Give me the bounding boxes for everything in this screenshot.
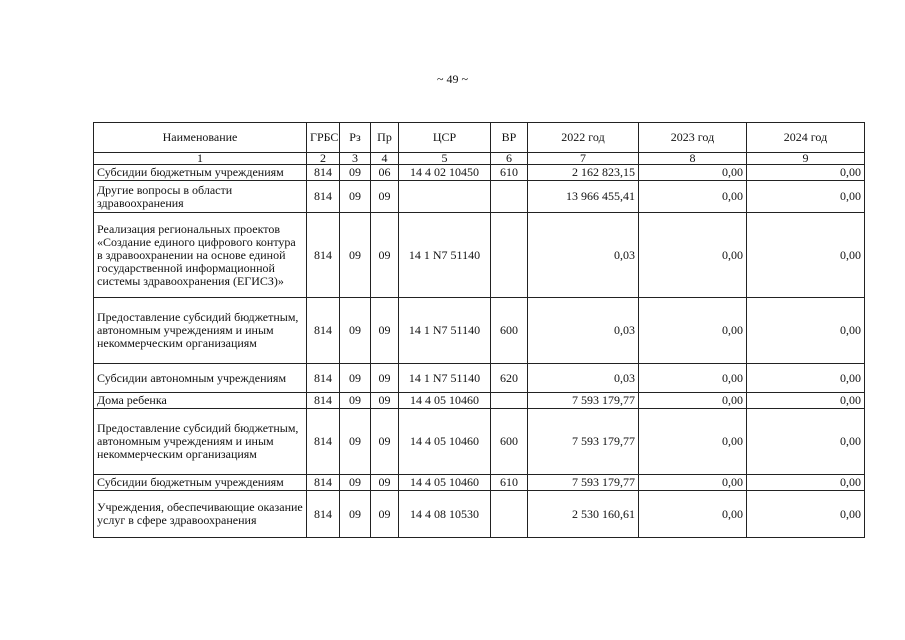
table-row xyxy=(94,364,865,393)
row-name: Реализация региональных проектов «Создание единого цифрового контура в здравоохранении на основе единой государственной информационной системы здравоохранения (ЕГИСЗ)» xyxy=(94,213,307,298)
column-number: 2 xyxy=(307,153,340,165)
column-number: 4 xyxy=(371,153,399,165)
row-rz: 09 xyxy=(340,491,371,538)
row-amount-2022: 7 593 179,77 xyxy=(528,393,639,409)
row-amount-2024: 0,00 xyxy=(747,364,865,393)
row-amount-2022: 13 966 455,41 xyxy=(528,181,639,213)
row-rz: 09 xyxy=(340,181,371,213)
row-grbs: 814 xyxy=(307,491,340,538)
row-vr xyxy=(491,181,528,213)
row-amount-2024: 0,00 xyxy=(747,213,865,298)
row-amount-2024: 0,00 xyxy=(747,491,865,538)
column-number: 8 xyxy=(639,153,747,165)
row-amount-2024: 0,00 xyxy=(747,298,865,364)
row-grbs: 814 xyxy=(307,393,340,409)
row-rz: 09 xyxy=(340,165,371,181)
row-vr: 610 xyxy=(491,165,528,181)
row-grbs: 814 xyxy=(307,409,340,475)
row-amount-2022: 0,03 xyxy=(528,364,639,393)
column-number: 5 xyxy=(399,153,491,165)
row-amount-2023: 0,00 xyxy=(639,213,747,298)
row-grbs: 814 xyxy=(307,181,340,213)
row-name: Предоставление субсидий бюджетным, автономным учреждениям и иным некоммерческим организациям xyxy=(94,409,307,475)
row-name: Дома ребенка xyxy=(94,393,307,409)
column-header-2022: 2022 год xyxy=(528,123,639,153)
row-name: Субсидии автономным учреждениям xyxy=(94,364,307,393)
row-name: Субсидии бюджетным учреждениям xyxy=(94,165,307,181)
row-grbs: 814 xyxy=(307,475,340,491)
table-header-row xyxy=(94,123,865,153)
row-amount-2024: 0,00 xyxy=(747,165,865,181)
row-amount-2024: 0,00 xyxy=(747,181,865,213)
row-amount-2023: 0,00 xyxy=(639,393,747,409)
row-amount-2022: 2 530 160,61 xyxy=(528,491,639,538)
row-amount-2023: 0,00 xyxy=(639,409,747,475)
row-pr: 09 xyxy=(371,491,399,538)
row-csr: 14 4 05 10460 xyxy=(399,393,491,409)
column-header-pr: Пр xyxy=(371,123,399,153)
column-header-name: Наименование xyxy=(94,123,307,153)
row-vr: 600 xyxy=(491,409,528,475)
page-number: ~ 49 ~ xyxy=(437,72,468,86)
row-name: Другие вопросы в области здравоохранения xyxy=(94,181,307,213)
row-vr xyxy=(491,393,528,409)
row-vr xyxy=(491,491,528,538)
row-name: Учреждения, обеспечивающие оказание услуг в сфере здравоохранения xyxy=(94,491,307,538)
row-amount-2024: 0,00 xyxy=(747,409,865,475)
row-csr: 14 1 N7 51140 xyxy=(399,213,491,298)
row-csr: 14 1 N7 51140 xyxy=(399,364,491,393)
table-row xyxy=(94,213,865,298)
column-header-2024: 2024 год xyxy=(747,123,865,153)
row-amount-2022: 7 593 179,77 xyxy=(528,409,639,475)
row-amount-2022: 0,03 xyxy=(528,298,639,364)
column-number: 6 xyxy=(491,153,528,165)
row-rz: 09 xyxy=(340,409,371,475)
table-row xyxy=(94,409,865,475)
column-header-vr: ВР xyxy=(491,123,528,153)
row-amount-2023: 0,00 xyxy=(639,298,747,364)
table-row xyxy=(94,298,865,364)
row-csr: 14 4 02 10450 xyxy=(399,165,491,181)
row-rz: 09 xyxy=(340,393,371,409)
column-number: 7 xyxy=(528,153,639,165)
table-row xyxy=(94,181,865,213)
row-pr: 09 xyxy=(371,409,399,475)
table-row xyxy=(94,165,865,181)
row-grbs: 814 xyxy=(307,213,340,298)
row-grbs: 814 xyxy=(307,364,340,393)
row-rz: 09 xyxy=(340,298,371,364)
row-amount-2023: 0,00 xyxy=(639,475,747,491)
row-csr: 14 4 05 10460 xyxy=(399,475,491,491)
row-vr: 600 xyxy=(491,298,528,364)
row-csr: 14 1 N7 51140 xyxy=(399,298,491,364)
row-name: Субсидии бюджетным учреждениям xyxy=(94,475,307,491)
row-pr: 09 xyxy=(371,298,399,364)
row-pr: 09 xyxy=(371,475,399,491)
row-amount-2023: 0,00 xyxy=(639,364,747,393)
row-csr: 14 4 05 10460 xyxy=(399,409,491,475)
column-header-rz: Рз xyxy=(340,123,371,153)
row-amount-2023: 0,00 xyxy=(639,491,747,538)
row-vr: 610 xyxy=(491,475,528,491)
row-vr: 620 xyxy=(491,364,528,393)
row-pr: 09 xyxy=(371,181,399,213)
row-pr: 09 xyxy=(371,393,399,409)
row-pr: 09 xyxy=(371,213,399,298)
row-csr: 14 4 08 10530 xyxy=(399,491,491,538)
row-grbs: 814 xyxy=(307,165,340,181)
row-amount-2022: 7 593 179,77 xyxy=(528,475,639,491)
table-row xyxy=(94,393,865,409)
column-header-2023: 2023 год xyxy=(639,123,747,153)
row-grbs: 814 xyxy=(307,298,340,364)
column-header-csr: ЦСР xyxy=(399,123,491,153)
row-amount-2023: 0,00 xyxy=(639,165,747,181)
column-number: 3 xyxy=(340,153,371,165)
row-pr: 06 xyxy=(371,165,399,181)
row-vr xyxy=(491,213,528,298)
row-amount-2022: 2 162 823,15 xyxy=(528,165,639,181)
row-rz: 09 xyxy=(340,213,371,298)
row-name: Предоставление субсидий бюджетным, автономным учреждениям и иным некоммерческим организациям xyxy=(94,298,307,364)
table-row xyxy=(94,475,865,491)
column-number-row xyxy=(94,153,865,165)
row-rz: 09 xyxy=(340,475,371,491)
row-csr xyxy=(399,181,491,213)
column-number: 1 xyxy=(94,153,307,165)
column-header-grbs: ГРБС xyxy=(307,123,340,153)
row-amount-2023: 0,00 xyxy=(639,181,747,213)
row-amount-2024: 0,00 xyxy=(747,475,865,491)
row-rz: 09 xyxy=(340,364,371,393)
table-row xyxy=(94,491,865,538)
budget-table xyxy=(93,122,865,538)
row-pr: 09 xyxy=(371,364,399,393)
column-number: 9 xyxy=(747,153,865,165)
row-amount-2022: 0,03 xyxy=(528,213,639,298)
row-amount-2024: 0,00 xyxy=(747,393,865,409)
